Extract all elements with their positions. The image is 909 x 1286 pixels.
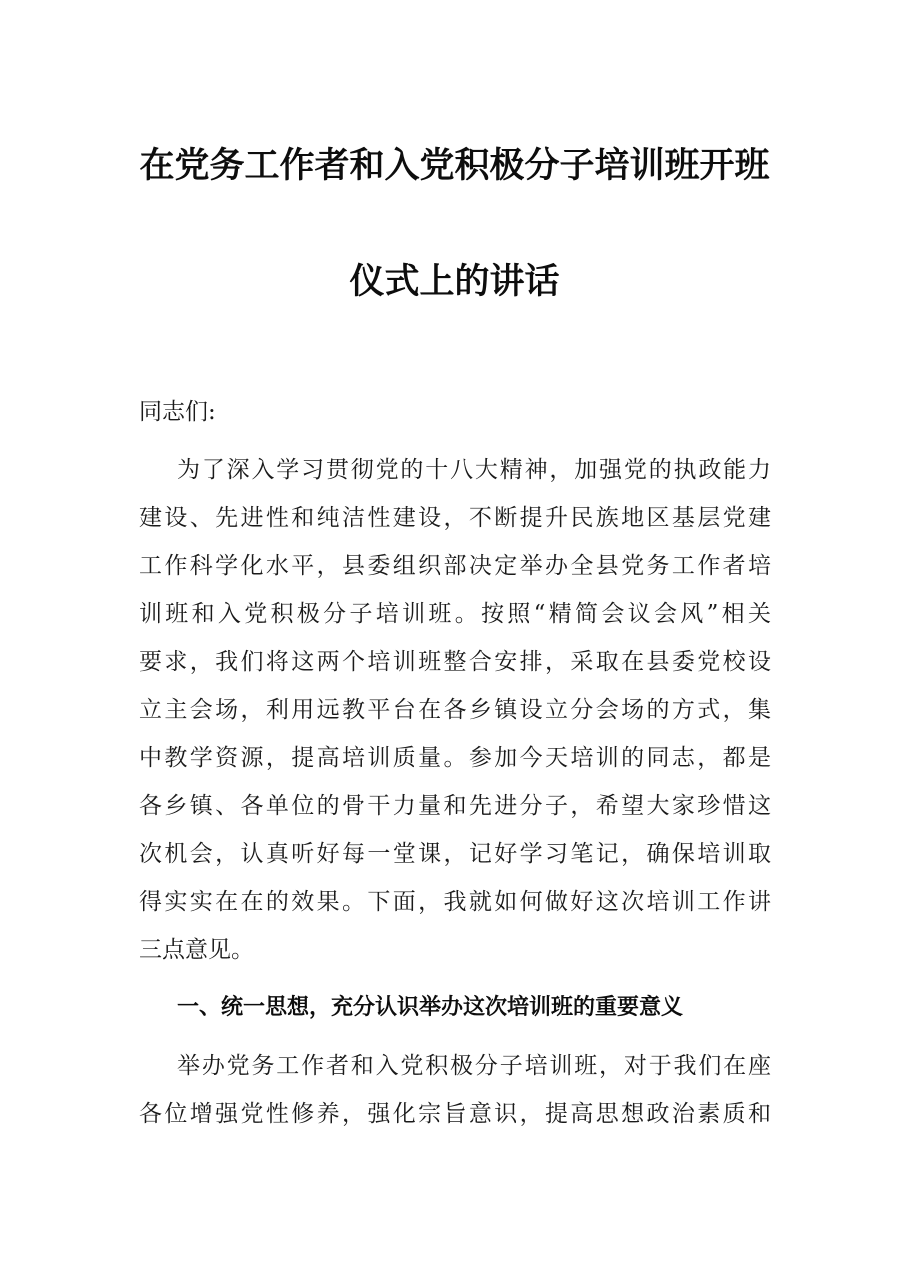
section-heading-1: 一、统一思想，充分认识举办这次培训班的重要意义 [177, 995, 684, 1020]
paragraph-line: 工作科学化水平，县委组织部决定举办全县党务工作者培 [139, 553, 771, 579]
paragraph-line: 各乡镇、各单位的骨干力量和先进分子，希望大家珍惜这 [139, 793, 771, 819]
paragraph-intro [139, 446, 771, 974]
document-title-line-1: 在党务工作者和入党积极分子培训班开班 [139, 146, 770, 186]
paragraph-line: 次机会，认真听好每一堂课，记好学习笔记，确保培训取 [139, 841, 771, 867]
paragraph-section-1 [139, 1042, 771, 1138]
paragraph-line: 三点意见。 [139, 937, 254, 963]
paragraph-line: 各位增强党性修养，强化宗旨意识，提高思想政治素质和 [139, 1101, 771, 1127]
paragraph-line: 中教学资源，提高培训质量。参加今天培训的同志，都是 [139, 745, 771, 771]
paragraph-line: 建设、先进性和纯洁性建设，不断提升民族地区基层党建 [139, 505, 771, 531]
paragraph-line: 要求，我们将这两个培训班整合安排，采取在县委党校设 [139, 649, 771, 675]
salutation: 同志们: [139, 399, 216, 425]
paragraph-line: 得实实在在的效果。下面，我就如何做好这次培训工作讲 [139, 889, 771, 915]
document-title-line-2: 仪式上的讲话 [349, 262, 560, 302]
paragraph-line: 训班和入党积极分子培训班。按照“精简会议会风”相关 [139, 601, 771, 627]
paragraph-line: 举办党务工作者和入党积极分子培训班，对于我们在座 [177, 1053, 771, 1079]
paragraph-line: 为了深入学习贯彻党的十八大精神，加强党的执政能力 [177, 457, 771, 483]
paragraph-line: 立主会场，利用远教平台在各乡镇设立分会场的方式，集 [139, 697, 771, 723]
